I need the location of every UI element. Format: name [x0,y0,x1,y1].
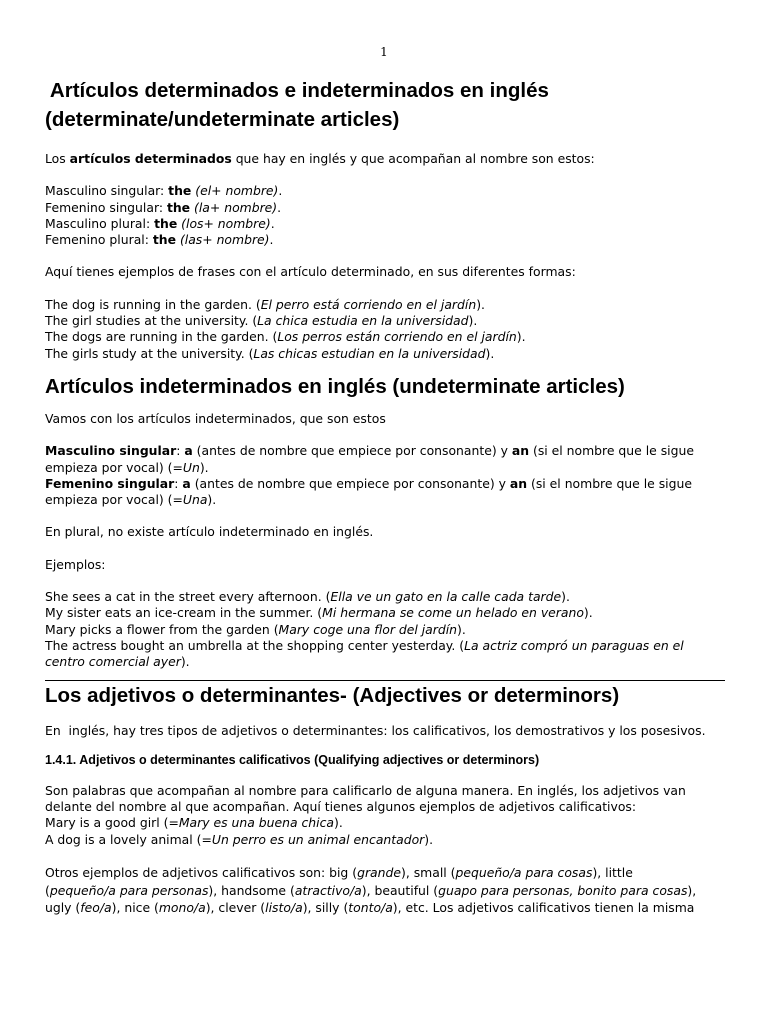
main-title-line1: Artículos determinados e indeterminados en inglés [45,79,549,102]
example-spanish: Mary coge una flor del jardín [278,621,458,637]
indefinite-heading: Artículos indeterminados en inglés (undeterminate articles) [45,374,625,398]
list-item-end: . [270,215,275,231]
other-examples-line3 [45,899,727,917]
text: ), etc. Los adjetivos calificativos tienen la misma [392,900,695,916]
definite-examples-intro: Aquí tienes ejemplos de frases con el artículo determinado, en sus diferentes formas: [45,264,576,280]
list-item-label: Femenino plural: [45,232,153,248]
colon: : [176,443,185,459]
article-an-text: (si el nombre que le sigue [529,443,694,459]
example-end: ). [516,329,526,345]
indefinite-feminine-line2 [45,492,727,508]
section-divider [45,680,725,681]
example-spanish: Las chicas estudian en la universidad [253,345,486,361]
list-item-gloss: (el+ nombre) [191,183,279,199]
line2-pre: empieza por vocal) (= [45,492,183,508]
list-item-article: the [152,232,176,248]
example-sentence-continued [45,654,727,670]
colon: : [174,475,183,491]
article-an-text: (si el nombre que le sigue [527,475,692,491]
example-spanish: El perro está corriendo en el jardín [260,296,477,312]
translation: pequeño/a para cosas [455,865,593,881]
translation: grande [357,865,401,881]
translation: listo/a [265,900,303,916]
example-english: She sees a cat in the street every afternoon. ( [45,589,331,605]
example-english: Mary picks a flower from the garden ( [45,621,279,637]
example-end: ). [457,621,466,637]
example-english: My sister eats an ice-cream in the summer. ( [45,605,323,621]
list-item-gloss: (la+ nombre) [190,199,278,215]
other-adjective-examples [45,864,727,917]
line2-end: ). [199,459,209,475]
main-title [45,76,727,134]
list-item-label: Femenino singular: [45,199,167,215]
list-item [45,200,727,216]
definite-intro-pre: Los [45,151,70,166]
translation: feo/a [80,900,112,916]
example-english: The girls study at the university. ( [45,345,254,361]
article-a-text: (antes de nombre que empiece por consonante) y [190,475,510,491]
text: ( [45,882,50,898]
translation: pequeño/a para personas [49,882,209,898]
example-english: Mary is a good girl (= [45,815,179,831]
definite-examples [45,297,727,362]
list-item-end: . [278,183,283,199]
list-item-article: the [154,215,178,231]
qualifying-subheading: 1.4.1. Adjetivos o determinantes calificativos (Qualifying adjectives or determinors) [45,752,540,767]
example-spanish: Mary es una buena chica [178,815,335,831]
translation: tonto/a [348,900,393,916]
list-item [45,216,727,232]
examples-label: Ejemplos: [45,556,106,572]
indefinite-feminine-label: Femenino singular [45,475,175,491]
example-spanish: Un perro es un animal encantador [211,831,425,847]
example-sentence [45,346,727,362]
example-sentence [45,329,727,345]
list-item-end: . [277,199,282,215]
text: ), nice ( [111,900,159,916]
translation: atractivo/a [294,882,362,898]
translation: mono/a [158,900,206,916]
example-end: ). [583,605,593,621]
example-sentence [45,605,727,621]
example-end: ). [485,345,495,361]
text: ), clever ( [205,900,266,916]
example-spanish: La chica estudia en la universidad [257,313,469,329]
definite-intro [45,151,727,167]
example-spanish: La actriz compró un paraguas en el [464,637,684,653]
example-english: A dog is a lovely animal (= [45,831,212,847]
main-title-line2: (determinate/undeterminate articles) [45,108,400,131]
example-end: ). [180,654,190,670]
line2-italic: Un [182,459,200,475]
indefinite-feminine-line1 [45,476,727,492]
example-spanish: Ella ve un gato en la calle cada tarde [330,589,562,605]
example-end: ). [561,589,570,605]
example-english: The girl studies at the university. ( [45,313,258,329]
text: ), little [592,865,633,881]
example-sentence [45,589,727,605]
definite-intro-post: que hay en inglés y que acompañan al nombre son estos: [231,151,595,166]
list-item-article: the [166,199,191,215]
definite-list [45,183,727,248]
example-sentence [45,815,727,831]
other-examples-line1 [45,864,727,882]
example-sentence [45,832,727,848]
text: ), small ( [400,865,456,881]
example-spanish: centro comercial ayer [45,654,181,670]
text: Otros ejemplos de adjetivos calificativos son: big ( [45,865,358,881]
example-end: ). [468,313,478,329]
example-sentence [45,313,727,329]
example-sentence [45,622,727,638]
list-item-label: Masculino singular: [45,183,169,199]
list-item [45,232,727,248]
indefinite-masculine-label: Masculino singular [45,443,177,459]
page-content [45,76,727,917]
example-sentence [45,297,727,313]
example-end: ). [334,815,343,831]
list-item-gloss: (las+ nombre) [176,232,270,248]
text: ), handsome ( [208,882,295,898]
example-end: ). [476,296,485,312]
example-spanish: Los perros están corriendo en el jardín [277,329,517,345]
article-a: a [184,443,193,459]
text: ), silly ( [302,900,349,916]
line2-end: ). [207,492,217,508]
article-a: a [182,475,191,491]
article-an: an [511,443,530,459]
other-examples-line2 [45,882,727,900]
indefinite-examples [45,589,727,670]
indefinite-masculine-line2 [45,460,727,476]
indefinite-masculine-line1 [45,443,727,459]
translation: guapo para personas, bonito para cosas [438,882,688,898]
list-item-article: the [168,183,192,199]
definite-intro-bold: artículos determinados [69,151,232,166]
indefinite-intro: Vamos con los artículos indeterminados, que son estos [45,410,386,426]
adjectives-intro: En inglés, hay tres tipos de adjetivos o determinantes: los calificativos, los demostrativos y los posesivos. [45,722,706,738]
text: ), [687,882,697,898]
page-number: 1 [380,45,388,59]
text: ), beautiful ( [361,882,439,898]
plural-note: En plural, no existe artículo indeterminado en inglés. [45,524,374,540]
line2-italic: Una [182,492,208,508]
indefinite-masculine [45,443,727,476]
adjectives-paragraph-line1: Son palabras que acompañan al nombre para calificarlo de alguna manera. En inglés, los adjetivos van [45,782,686,798]
list-item-end: . [269,232,274,248]
list-item-gloss: (los+ nombre) [177,215,271,231]
example-end: ). [424,831,434,847]
adjective-examples [45,815,727,848]
line2-pre: empieza por vocal) (= [45,459,183,475]
article-an: an [509,475,528,491]
example-sentence [45,638,727,654]
text: ugly ( [45,900,81,916]
adjectives-paragraph-line2: delante del nombre al que acompañan. Aquí tienes algunos ejemplos de adjetivos calificativos: [45,799,637,815]
list-item [45,183,727,199]
list-item-label: Masculino plural: [45,215,155,231]
example-spanish: Mi hermana se come un helado en verano [322,605,584,621]
adjectives-heading: Los adjetivos o determinantes- (Adjectives or determinors) [45,683,620,707]
article-a-text: (antes de nombre que empiece por consonante) y [192,443,512,459]
example-english: The dogs are running in the garden. ( [45,329,278,345]
example-english: The dog is running in the garden. ( [45,296,261,312]
example-english: The actress bought an umbrella at the shopping center yesterday. ( [45,637,465,653]
indefinite-feminine [45,476,727,509]
